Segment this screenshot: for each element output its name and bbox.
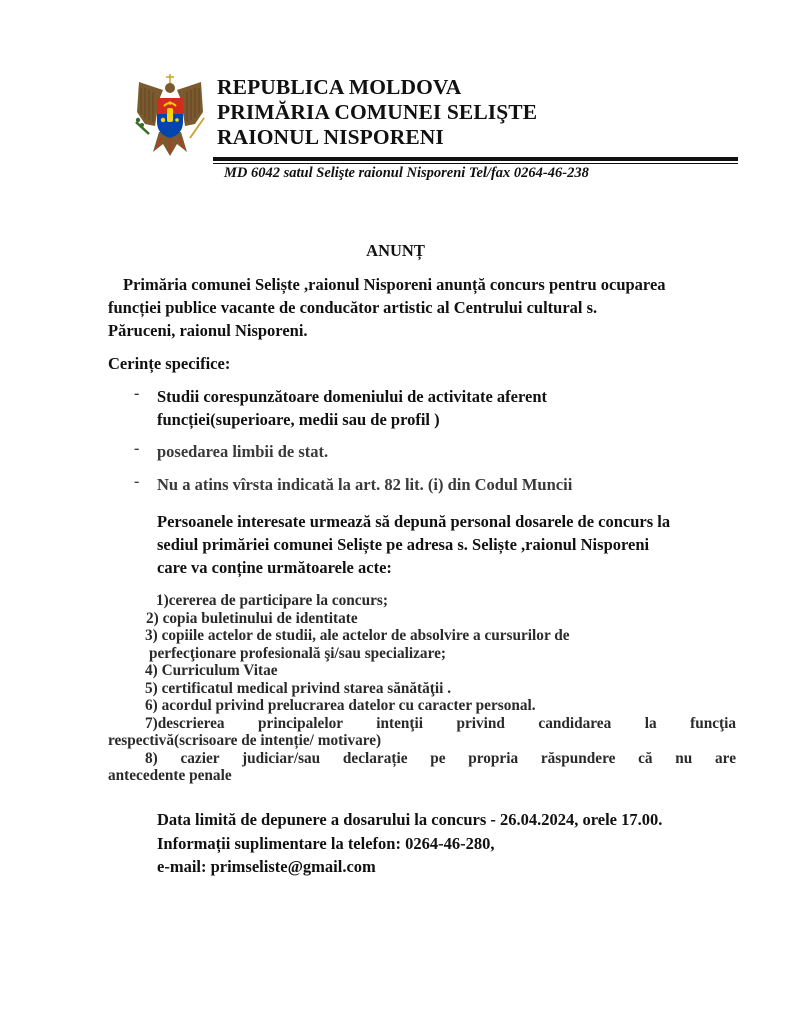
document-item-8: 8) cazier judiciar/sau declarație pe propria răspundere că nu are [145,750,736,767]
header-divider-thick [213,157,738,161]
header-mayoralty: PRIMĂRIA COMUNEI SELIŞTE [217,100,538,124]
phone-info: Informații suplimentare la telefon: 0264-46-280, [157,834,495,853]
requirement-1-line-2: funcției(superioare, medii sau de profil ) [157,410,440,429]
requirement-bullet: - [134,440,140,457]
header-address: MD 6042 satul Selişte raionul Nisporeni Tel/fax 0264-46-238 [224,165,589,181]
requirement-3: Nu a atins vîrsta indicată la art. 82 lit. (i) din Codul Muncii [157,475,573,494]
document-item-2: 2) copia buletinului de identitate [146,610,358,627]
document-item-3-cont: perfecţionare profesională şi/sau specializare; [149,645,446,662]
document-item-8-cont: antecedente penale [108,767,232,784]
submission-line-1: Persoanele interesate urmează să depună personal dosarele de concurs la [157,512,671,531]
header-country: REPUBLICA MOLDOVA [217,75,462,99]
header-district: RAIONUL NISPORENI [217,125,444,149]
submission-line-3: care va conține următoarele acte: [157,558,392,577]
email-info: e-mail: primseliste@gmail.com [157,857,376,876]
intro-line-2: funcției publice vacante de conducător artistic al Centrului cultural s. [108,298,598,317]
document-item-7-cont: respectivă(scrisoare de intenție/ motivare) [108,732,382,749]
document-item-1: 1)cererea de participare la concurs; [156,592,388,609]
deadline-text: Data limită de depunere a dosarului la concurs - 26.04.2024, orele 17.00. [157,810,663,829]
intro-line-3: Păruceni, raionul Nisporeni. [108,321,308,340]
moldova-coat-of-arms-icon [133,72,207,158]
announcement-title: ANUNȚ [366,241,425,260]
document-item-7: 7)descrierea principalelor intenţii privind candidarea la funcţia [145,715,736,732]
requirement-bullet: - [134,473,140,490]
header-divider-thin [213,163,738,165]
document-item-6: 6) acordul privind prelucrarea datelor cu caracter personal. [145,697,536,714]
requirement-bullet: - [134,385,140,402]
document-item-5: 5) certificatul medical privind starea sănătăţii . [145,680,452,697]
document-item-3: 3) copiile actelor de studii, ale actelor de absolvire a cursurilor de [145,627,570,644]
requirement-1-line-1: Studii corespunzătoare domeniului de activitate aferent [157,387,548,406]
submission-line-2: sediul primăriei comunei Seliște pe adresa s. Seliște ,raionul Nisporeni [157,535,650,554]
requirements-heading: Cerințe specifice: [108,354,231,373]
document-item-4: 4) Curriculum Vitae [145,662,278,679]
requirement-2: posedarea limbii de stat. [157,442,329,461]
intro-line-1: Primăria comunei Seliște ,raionul Nisporeni anunță concurs pentru ocuparea [123,275,666,294]
